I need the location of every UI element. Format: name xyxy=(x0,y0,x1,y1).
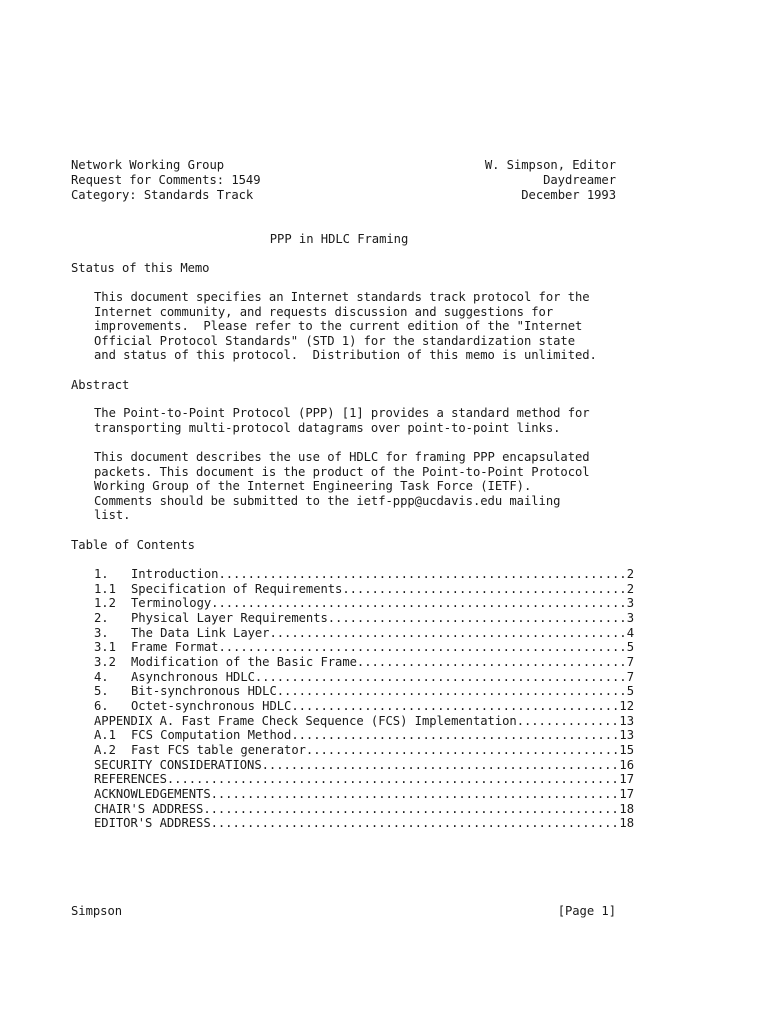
toc-entry xyxy=(94,684,634,699)
status-heading: Status of this Memo xyxy=(71,261,210,275)
toc-entry-page: 2 xyxy=(626,567,634,581)
toc-leader-dots xyxy=(306,743,620,758)
text-line: list. xyxy=(94,508,131,523)
toc-entry-title: Introduction xyxy=(131,567,219,581)
toc-entry-number: 3.2 xyxy=(94,655,116,670)
text-line: Internet community, and requests discussion and suggestions for xyxy=(94,304,554,319)
toc-entry-title: Physical Layer Requirements xyxy=(131,611,328,626)
toc-entry-title: EDITOR'S ADDRESS xyxy=(94,816,211,831)
toc-leader-dots xyxy=(328,611,627,626)
toc-entry-title: Octet-synchronous HDLC xyxy=(131,699,292,714)
toc-entry xyxy=(94,743,634,758)
table-of-contents xyxy=(94,567,634,831)
toc-leader-dots xyxy=(255,670,627,685)
toc-entry-number: 6. xyxy=(94,699,109,714)
toc-leader-dots xyxy=(269,626,626,641)
toc-entry xyxy=(94,816,634,831)
header-row xyxy=(71,188,616,203)
toc-entry-title: REFERENCES xyxy=(94,772,167,787)
toc-entry-page: 7 xyxy=(626,669,634,684)
toc-leader-dots xyxy=(211,787,620,802)
toc-entry xyxy=(94,567,634,582)
toc-entry xyxy=(94,802,634,817)
abstract-heading: Abstract xyxy=(71,378,130,392)
toc-entry-number: 1.1 xyxy=(94,581,116,596)
text-line: This document specifies an Internet standards track protocol for the xyxy=(94,290,590,304)
toc-entry-number: 1.2 xyxy=(94,596,116,611)
toc-entry xyxy=(94,772,634,787)
toc-leader-dots xyxy=(218,567,626,582)
text-line: The Point-to-Point Protocol (PPP) [1] provides a standard method for xyxy=(94,406,590,420)
toc-entry xyxy=(94,728,634,743)
editor: W. Simpson, Editor xyxy=(484,158,616,172)
text-line: improvements. Please refer to the current edition of the "Internet xyxy=(94,319,583,334)
toc-entry-number: A.1 xyxy=(94,728,116,743)
toc-entry xyxy=(94,655,634,670)
text-line: This document describes the use of HDLC for framing PPP encapsulated xyxy=(94,450,590,464)
toc-entry-page: 13 xyxy=(619,713,634,728)
footer-author: Simpson xyxy=(71,904,123,918)
toc-entry-title: CHAIR'S ADDRESS xyxy=(94,801,204,816)
toc-entry xyxy=(94,582,634,597)
toc-leader-dots xyxy=(211,816,620,831)
header-row xyxy=(71,173,616,188)
toc-entry-title: SECURITY CONSIDERATIONS xyxy=(94,757,262,772)
toc-entry-page: 4 xyxy=(626,625,634,640)
toc-entry-number: 4. xyxy=(94,669,109,684)
toc-leader-dots xyxy=(291,728,619,743)
toc-entry-title: Fast FCS table generator xyxy=(131,743,306,758)
toc-entry-page: 3 xyxy=(626,611,634,626)
toc-entry-page: 18 xyxy=(619,801,634,816)
toc-leader-dots xyxy=(342,582,626,597)
working-group: Network Working Group xyxy=(71,158,225,172)
toc-entry-page: 12 xyxy=(619,699,634,714)
toc-entry-number: A.2 xyxy=(94,743,116,758)
abstract-paragraph-1 xyxy=(94,406,634,435)
rfc-number: Request for Comments: 1549 xyxy=(71,173,261,188)
toc-leader-dots xyxy=(167,772,620,787)
toc-leader-dots xyxy=(517,714,620,729)
header-row xyxy=(71,158,616,173)
text-line: packets. This document is the product of the Point-to-Point Protocol xyxy=(94,464,590,479)
toc-entry-number: 1. xyxy=(94,567,109,581)
toc-entry xyxy=(94,787,634,802)
text-line: Working Group of the Internet Engineering Task Force (IETF). xyxy=(94,479,532,494)
toc-entry-title: Modification of the Basic Frame xyxy=(131,655,357,670)
toc-entry-page: 17 xyxy=(619,787,634,802)
toc-entry-title: APPENDIX A. Fast Frame Check Sequence (FCS) Implementation xyxy=(94,713,517,728)
abstract-paragraph-2 xyxy=(94,450,634,523)
page-number: [Page 1] xyxy=(557,904,616,918)
toc-entry-page: 18 xyxy=(619,816,634,831)
toc-entry-number: 3. xyxy=(94,625,109,640)
toc-entry-page: 2 xyxy=(626,581,634,596)
toc-entry-page: 5 xyxy=(626,640,634,655)
toc-entry-page: 3 xyxy=(626,596,634,611)
toc-heading: Table of Contents xyxy=(71,538,195,552)
toc-entry xyxy=(94,699,634,714)
toc-entry-page: 16 xyxy=(619,757,634,772)
text-line: Comments should be submitted to the ietf-ppp@ucdavis.edu mailing xyxy=(94,493,561,508)
toc-entry xyxy=(94,640,634,655)
text-line: and status of this protocol. Distribution of this memo is unlimited. xyxy=(94,348,597,363)
toc-entry xyxy=(94,626,634,641)
toc-entry-title: Asynchronous HDLC xyxy=(131,669,255,684)
toc-entry-title: The Data Link Layer xyxy=(131,625,270,640)
toc-entry xyxy=(94,714,634,729)
toc-entry-page: 13 xyxy=(619,728,634,743)
toc-leader-dots xyxy=(291,699,619,714)
toc-leader-dots xyxy=(218,640,626,655)
text-line: transporting multi-protocol datagrams over point-to-point links. xyxy=(94,420,561,435)
toc-entry-page: 17 xyxy=(619,772,634,787)
toc-leader-dots xyxy=(262,758,620,773)
toc-leader-dots xyxy=(211,596,627,611)
toc-leader-dots xyxy=(357,655,627,670)
rfc-footer xyxy=(71,904,616,919)
toc-entry-title: Specification of Requirements xyxy=(131,581,343,596)
toc-entry-number: 2. xyxy=(94,611,109,626)
rfc-header xyxy=(71,158,616,204)
toc-entry-title: Bit-synchronous HDLC xyxy=(131,684,277,699)
toc-entry-page: 5 xyxy=(626,684,634,699)
toc-entry xyxy=(94,611,634,626)
document-title: PPP in HDLC Framing xyxy=(269,232,409,246)
toc-entry xyxy=(94,670,634,685)
toc-entry-page: 15 xyxy=(619,743,634,758)
toc-entry-title: FCS Computation Method xyxy=(131,728,292,743)
status-paragraph xyxy=(94,290,634,363)
toc-leader-dots xyxy=(203,802,619,817)
toc-entry xyxy=(94,758,634,773)
toc-entry-title: ACKNOWLEDGEMENTS xyxy=(94,787,211,802)
category: Category: Standards Track xyxy=(71,188,254,203)
toc-entry-title: Frame Format xyxy=(131,640,219,655)
toc-entry-title: Terminology xyxy=(131,596,212,611)
toc-entry-number: 5. xyxy=(94,684,109,699)
toc-entry-page: 7 xyxy=(626,655,634,670)
toc-leader-dots xyxy=(277,684,627,699)
text-line: Official Protocol Standards" (STD 1) for the standardization state xyxy=(94,333,575,348)
toc-entry-number: 3.1 xyxy=(94,640,116,655)
organization: Daydreamer xyxy=(543,173,616,188)
toc-entry xyxy=(94,596,634,611)
date: December 1993 xyxy=(521,188,616,203)
